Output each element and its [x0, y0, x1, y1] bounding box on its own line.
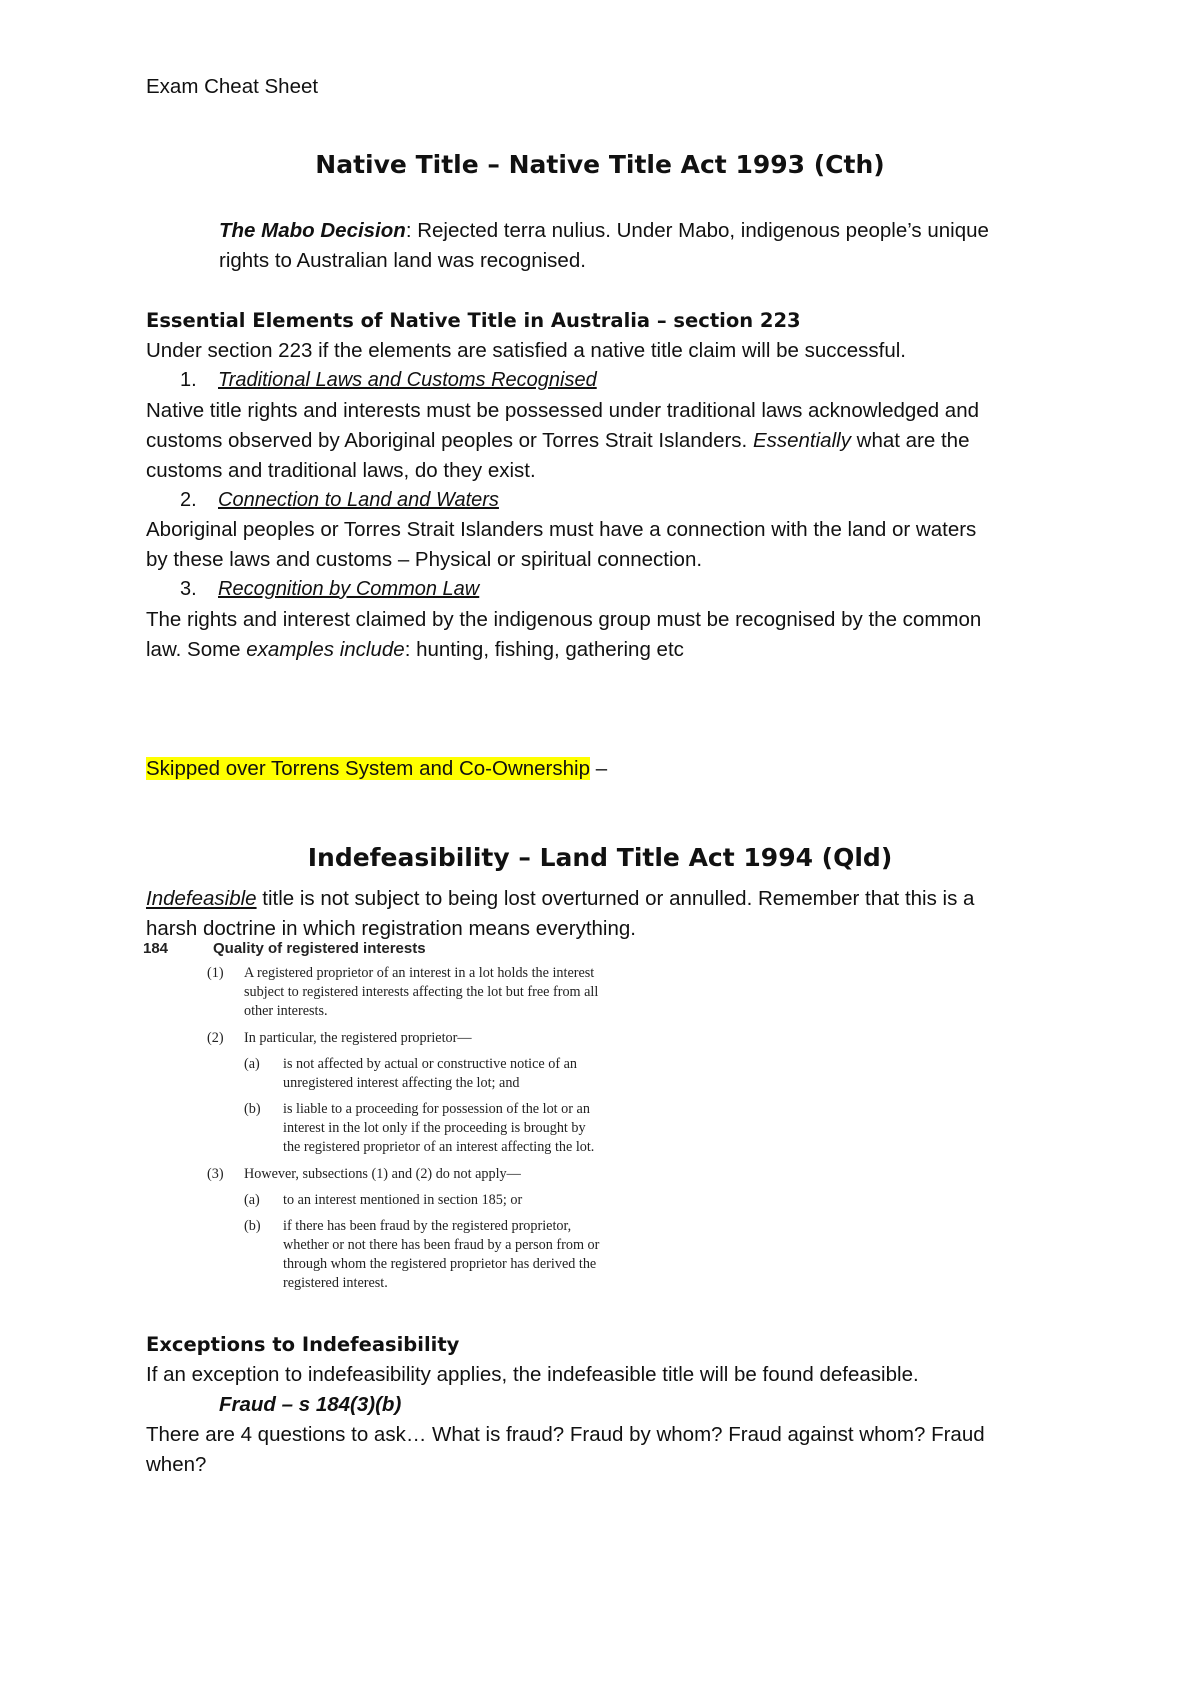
skipped-note [146, 754, 607, 784]
statute-line: if there has been fraud by the registered proprietor, [283, 1218, 572, 1234]
statute-subsection-number: (3) [207, 1166, 224, 1182]
element-1-line-3: customs and traditional laws, do they exist. [146, 459, 536, 482]
element-1-emphasis: Essentially [752, 429, 851, 452]
element-2-line-1: Aboriginal peoples or Torres Strait Islanders must have a connection with the land or waters [146, 518, 977, 541]
section-title-indefeasibility: Indefeasibility – Land Title Act 1994 (Qld) [307, 843, 893, 872]
definition-word: Indefeasible [146, 887, 257, 910]
element-1-line-2 [146, 426, 969, 456]
statute-line: to an interest mentioned in section 185; or [283, 1192, 523, 1208]
statute-line: In particular, the registered proprietor— [244, 1030, 472, 1046]
element-3-emphasis: examples include [246, 638, 405, 661]
page-header: Exam Cheat Sheet [146, 75, 319, 98]
element-1-line-2-text: customs observed by Aboriginal peoples or Torres Strait Islanders. [146, 429, 753, 452]
mabo-line-2: rights to Australian land was recognised. [219, 249, 586, 272]
skipped-note-highlight: Skipped over Torrens System and Co-Ownership [146, 757, 590, 780]
mabo-label: The Mabo Decision [219, 219, 406, 242]
list-number: 1. [180, 369, 197, 391]
element-3-line-2-text: law. Some [146, 638, 247, 661]
element-2-line-2: by these laws and customs – Physical or spiritual connection. [146, 548, 703, 571]
statute-line: whether or not there has been fraud by a person from or [283, 1237, 600, 1253]
exceptions-heading: Exceptions to Indefeasibility [146, 1333, 460, 1356]
exceptions-intro: If an exception to indefeasibility applies, the indefeasible title will be found defeasible. [146, 1363, 919, 1386]
list-number: 2. [180, 489, 197, 511]
statute-line: However, subsections (1) and (2) do not apply— [244, 1166, 521, 1182]
mabo-text-1: : Rejected terra nulius. Under Mabo, indigenous people’s unique [405, 219, 989, 242]
statute-line: the registered proprietor of an interest affecting the lot. [283, 1139, 595, 1155]
elements-intro: Under section 223 if the elements are satisfied a native title claim will be successful. [146, 339, 907, 362]
statute-number: 184 [143, 940, 169, 957]
element-label-3: Recognition by Common Law [218, 578, 480, 600]
statute-line: unregistered interest affecting the lot; and [283, 1075, 520, 1091]
statute-line: is not affected by actual or constructive notice of an [283, 1056, 578, 1072]
statute-title: Quality of registered interests [213, 940, 426, 957]
element-1-line-1: Native title rights and interests must be possessed under traditional laws acknowledged and [146, 399, 979, 422]
statute-paragraph-number: (a) [244, 1192, 260, 1208]
element-3-line-2-after: : hunting, fishing, gathering etc [404, 638, 684, 661]
element-label-2: Connection to Land and Waters [218, 489, 499, 511]
fraud-heading: Fraud – s 184(3)(b) [219, 1393, 402, 1416]
statute-line: interest in the lot only if the proceeding is brought by [283, 1120, 586, 1136]
statute-subsection-number: (1) [207, 965, 224, 981]
statute-subsection-number: (2) [207, 1030, 224, 1046]
statute-excerpt [143, 940, 673, 1300]
definition-line-2: harsh doctrine in which registration means everything. [146, 917, 636, 940]
definition-text-1: title is not subject to being lost overturned or annulled. Remember that this is a [256, 887, 975, 910]
statute-line: subject to registered interests affecting the lot but free from all [244, 984, 599, 1000]
element-label-1: Traditional Laws and Customs Recognised [218, 369, 597, 391]
section-title-native-title: Native Title – Native Title Act 1993 (Cth) [315, 150, 885, 179]
statute-paragraph-number: (a) [244, 1056, 260, 1072]
mabo-line-1 [219, 216, 989, 246]
fraud-line-1: There are 4 questions to ask… What is fraud? Fraud by whom? Fraud against whom? Fraud [146, 1423, 985, 1446]
statute-line: through whom the registered proprietor has derived the [283, 1256, 597, 1272]
element-1-line-2-after: what are the [850, 429, 970, 452]
statute-paragraph-number: (b) [244, 1101, 261, 1117]
statute-paragraph-number: (b) [244, 1218, 261, 1234]
element-3-line-1: The rights and interest claimed by the indigenous group must be recognised by the common [146, 608, 982, 631]
elements-heading: Essential Elements of Native Title in Australia – section 223 [146, 309, 801, 332]
statute-line: registered interest. [283, 1275, 388, 1291]
statute-line: other interests. [244, 1003, 328, 1019]
fraud-line-2: when? [146, 1453, 207, 1476]
skipped-note-dash: – [590, 757, 608, 780]
statute-line: A registered proprietor of an interest in a lot holds the interest [244, 965, 595, 981]
element-3-line-2 [146, 635, 684, 665]
definition-line-1 [146, 884, 974, 914]
list-number: 3. [180, 578, 197, 600]
statute-line: is liable to a proceeding for possession of the lot or an [283, 1101, 590, 1117]
